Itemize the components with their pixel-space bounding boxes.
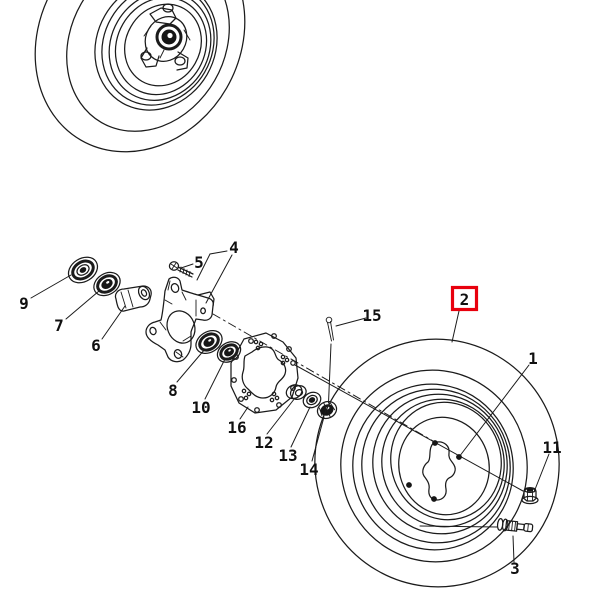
part-9-oil-seal — [64, 252, 102, 288]
callout-6[interactable]: 6 — [91, 336, 101, 355]
part-11-lug-nut — [522, 488, 538, 504]
part-15-cotter-pin — [326, 317, 333, 403]
callout-7[interactable]: 7 — [54, 316, 64, 335]
hub-center-opening — [407, 441, 462, 502]
callout-4[interactable]: 4 — [229, 238, 239, 257]
callout-14[interactable]: 14 — [299, 460, 319, 479]
callout-8[interactable]: 8 — [168, 381, 178, 400]
callout-9[interactable]: 9 — [19, 294, 29, 313]
plate-rivet-cluster — [242, 340, 288, 401]
callout-12[interactable]: 12 — [254, 433, 274, 452]
callout-5[interactable]: 5 — [194, 253, 204, 272]
hub-detail — [137, 4, 195, 70]
callout-16[interactable]: 16 — [227, 418, 247, 437]
callout-15[interactable]: 15 — [362, 306, 382, 325]
callout-11[interactable]: 11 — [542, 438, 562, 457]
assembled-wheel — [0, 0, 286, 190]
part-16-backing-plate — [231, 333, 298, 413]
callout-3[interactable]: 3 — [510, 559, 520, 578]
part-14-castle-nut — [315, 398, 340, 421]
callout-1[interactable]: 1 — [528, 349, 538, 368]
callout-13[interactable]: 13 — [278, 446, 298, 465]
part-13-washer — [301, 389, 324, 410]
part-6-collar — [115, 284, 151, 311]
front-wheel-rim — [334, 366, 532, 568]
part-7-bearing — [90, 268, 125, 301]
callout-10[interactable]: 10 — [191, 398, 211, 417]
callout-2-highlighted[interactable]: 2 — [459, 290, 470, 309]
part-5-bolt — [169, 262, 193, 277]
